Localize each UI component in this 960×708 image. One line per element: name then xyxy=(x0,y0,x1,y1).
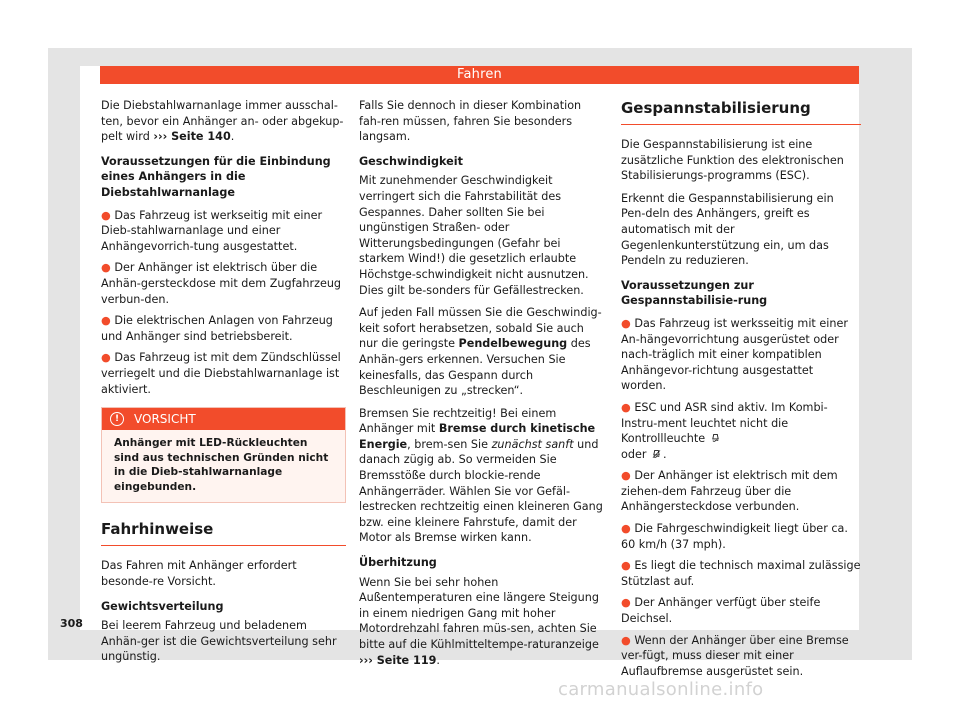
paragraph: Das Fahren mit Anhänger erfordert besonde-re Vorsicht. xyxy=(101,559,297,589)
bullet-item: ● Wenn der Anhänger über eine Bremse ver-fügt, muss dieser mit einer Auflaufbremse ausgerüstet sein. xyxy=(621,633,849,678)
bullet-item: ● Es liegt die technisch maximal zulässige Stützlast auf. xyxy=(621,559,861,588)
bullet-icon: ● xyxy=(621,316,635,330)
caution-header xyxy=(102,408,345,430)
paragraph: Bremsen Sie rechtzeitig! Bei einem Anhänger mit Bremse durch kinetische Energie, brem-sen Sie zunächst sanft und danach zügig ab. So vermeiden Sie Bremsstöße durch blockie-rende Anhängerräder. Wählen Sie vor Gefäl-lestrecken rechtzeitig einen kleineren Gang bzw. eine kleinere Fahrstufe, damit der Motor als Bremse wirken kann. xyxy=(359,406,603,545)
bullet-icon: ● xyxy=(621,469,635,483)
section-header: Fahren xyxy=(100,66,859,84)
caution-title: VORSICHT xyxy=(134,412,196,427)
bullet-icon: ● xyxy=(101,208,115,222)
paragraph: Mit zunehmender Geschwindigkeit verringert sich die Fahrstabilität des Gespannes. Daher sollten Sie bei ungünstigen Straßen- oder Witterungsbedingungen (Gefahr bei starkem Wind!) die gesetzlich erlaubte Höchstge-schwindigkeit nicht ausnutzen. Dies gilt be-sonders für Gefällestrecken. xyxy=(359,174,589,297)
bullet-item: ● Das Fahrzeug ist mit dem Zündschlüssel verriegelt und die Diebstahlwarnanlage ist aktiviert. xyxy=(101,351,341,396)
subheading: Voraussetzungen für die Einbindung eines Anhängers in die Diebstahlwarnanlage xyxy=(101,154,331,199)
caution-box xyxy=(101,407,346,503)
bullet-icon: ● xyxy=(621,633,635,647)
warning-icon: ! xyxy=(110,412,124,426)
bullet-item: ● Der Anhänger verfügt über steife Deichsel. xyxy=(621,596,821,626)
bullet-item: ● Das Fahrzeug ist werksseitig mit einer An-hängevorrichtung ausgerüstet oder nach-träglich mit einer kompatiblen Anhängevor-richtung ausgestattet worden. xyxy=(621,316,848,393)
subheading: Geschwindigkeit xyxy=(359,154,463,168)
column-middle xyxy=(359,98,604,675)
bullet-icon: ● xyxy=(101,314,115,328)
page-link[interactable]: ››› Seite 119 xyxy=(359,653,437,667)
bullet-item: ● ESC und ASR sind aktiv. Im Kombi-Instru-ment leuchtet nicht die Kontrollleuchte oder . xyxy=(621,400,828,461)
bullet-icon: ● xyxy=(621,400,635,414)
bullet-item: ● Die elektrischen Anlagen von Fahrzeug und Anhänger sind betriebsbereit. xyxy=(101,314,333,343)
paragraph: Die Gespannstabilisierung ist eine zusätzliche Funktion des elektronischen Stabilisierungs-programms (ESC). xyxy=(621,138,844,183)
bullet-item: ● Das Fahrzeug ist werkseitig mit einer Dieb-stahlwarnanlage und einer Anhängevorrich-tung ausgestattet. xyxy=(101,208,323,253)
subheading: Überhitzung xyxy=(359,556,437,570)
bullet-item: ● Der Anhänger ist elektrisch über die Anhän-gersteckdose mit dem Zugfahrzeug verbun-den. xyxy=(101,261,342,306)
page-number: 308 xyxy=(60,617,83,630)
paragraph: Wenn Sie bei sehr hohen Außentemperaturen eine längere Steigung in einem niedrigen Gang mit hoher Motordrehzahl fahren müs-sen, achten Sie bitte auf die Kühlmitteltempe-raturanzeige ››› Seite 119. xyxy=(359,575,599,667)
section-title-fahrhinweise: Fahrhinweise xyxy=(101,519,346,546)
page-link[interactable]: ››› Seite 140 xyxy=(153,130,231,144)
watermark: carmanualsonline.info xyxy=(558,679,764,700)
paragraph: Falls Sie dennoch in dieser Kombination fah-ren müssen, fahren Sie besonders langsam. xyxy=(359,99,582,144)
subheading: Gewichtsverteilung xyxy=(101,599,224,613)
paragraph: Erkennt die Gespannstabilisierung ein Pen-deln des Anhängers, greift es automatisch mit der Gegenlenkunterstützung ein, um das Pendeln zu reduzieren. xyxy=(621,191,834,268)
section-title-gespannstabilisierung: Gespannstabilisierung xyxy=(621,98,861,125)
bullet-item: ● Die Fahrgeschwindigkeit liegt über ca. 60 km/h (37 mph). xyxy=(621,522,848,551)
bullet-icon: ● xyxy=(621,559,635,573)
bullet-item: ● Der Anhänger ist elektrisch mit dem ziehen-dem Fahrzeug über die Anhängersteckdose verbunden. xyxy=(621,469,838,514)
esc-off-lamp-icon xyxy=(652,449,661,459)
subheading: Voraussetzungen zur Gespannstabilisie-rung xyxy=(621,278,768,308)
bullet-icon: ● xyxy=(621,596,635,610)
column-left xyxy=(101,98,346,672)
bullet-icon: ● xyxy=(101,261,115,275)
esc-warning-lamp-icon xyxy=(711,433,720,443)
column-right xyxy=(621,98,861,685)
intro-paragraph: Die Diebstahlwarnanlage immer ausschal-ten, bevor ein Anhänger an- oder abgekup-pelt wird ››› Seite 140. xyxy=(101,99,344,144)
paragraph: Auf jeden Fall müssen Sie die Geschwindig-keit sofort herabsetzen, sobald Sie auch nur die geringste Pendelbewegung des Anhän-gers erkennen. Versuchen Sie keinesfalls, das Gespann durch Beschleunigen zu „strecken“. xyxy=(359,306,602,398)
bullet-icon: ● xyxy=(621,522,635,536)
paragraph: Bei leerem Fahrzeug und beladenem Anhän-ger ist die Gewichtsverteilung sehr ungünstig. xyxy=(101,619,337,664)
bullet-icon: ● xyxy=(101,351,115,365)
caution-text: Anhänger mit LED-Rückleuchten sind aus technischen Gründen nicht in die Dieb-stahlwarnanlage eingebunden. xyxy=(114,437,329,493)
